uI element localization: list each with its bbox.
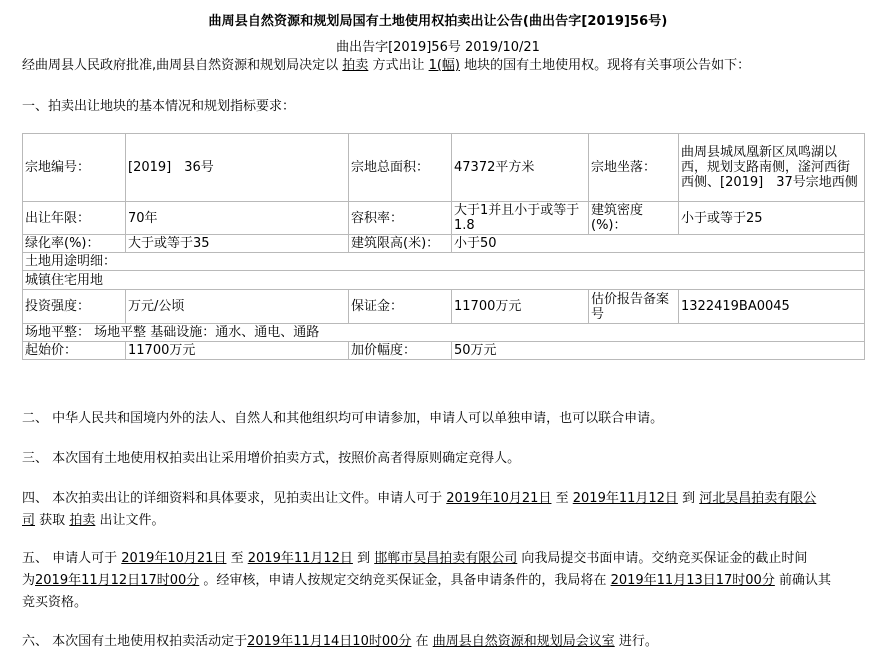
qualification-confirm-time: 2019年11月13日17时00分 <box>610 573 775 588</box>
parcel-number-label: 宗地编号： <box>23 134 126 202</box>
intro-count: 1(幅) <box>428 58 461 73</box>
height-limit-label: 建筑限高(米)： <box>349 235 452 253</box>
apply-start-date: 2019年10月21日 <box>121 551 227 566</box>
auction-place: 曲周县自然资源和规划局会议室 <box>432 634 615 649</box>
page-title: 曲周县自然资源和规划局国有土地使用权拍卖出让公告(曲出告字[2019]56号) <box>208 14 668 29</box>
location-value: 曲周县城凤凰新区凤鸣湖以西，规划支路南侧，滏河西街西侧、[2019] 37号宗地西侧 <box>679 134 865 202</box>
building-density-value: 小于或等于25 <box>679 202 865 235</box>
total-area-label: 宗地总面积： <box>349 134 452 202</box>
parcel-number-value: [2019] 36号 <box>126 134 349 202</box>
height-limit-value: 小于50 <box>452 235 865 253</box>
intro-prefix: 经曲周县人民政府批准,曲周县自然资源和规划局决定以 <box>22 58 339 73</box>
apply-end-date: 2019年11月12日 <box>247 551 353 566</box>
plot-ratio-value: 大于1并且小于或等于1.8 <box>452 202 589 235</box>
application-company: 邯郸市昊昌拍卖有限公司 <box>374 551 518 566</box>
land-parcel-table <box>22 133 865 360</box>
appraisal-record-label: 估价报告备案号 <box>589 290 679 324</box>
table-row <box>23 271 865 290</box>
table-row <box>23 134 865 202</box>
plot-ratio-label: 容积率： <box>349 202 452 235</box>
starting-price-value: 11700万元 <box>126 342 349 360</box>
obtain-start-date: 2019年10月21日 <box>446 491 552 506</box>
table-row <box>23 202 865 235</box>
table-row <box>23 235 865 253</box>
term-value: 70年 <box>126 202 349 235</box>
site-leveling-infrastructure: 场地平整： 场地平整 基础设施：通水、通电、通路 <box>23 324 865 342</box>
obtain-end-date: 2019年11月12日 <box>572 491 678 506</box>
auction-company: 河北昊昌拍卖有限公 <box>699 491 817 506</box>
land-use-detail-label: 土地用途明细： <box>23 253 865 271</box>
intro-suffix: 地块的国有土地使用权。现将有关事项公告如下： <box>464 58 751 73</box>
section2-paragraph: 二、 中华人民共和国境内外的法人、自然人和其他组织均可申请参加，申请人可以单独申请，也可以联合申请。 <box>22 411 664 426</box>
building-density-label: 建筑密度(%)： <box>589 202 679 235</box>
intro-paragraph <box>22 55 857 77</box>
deposit-label: 保证金： <box>349 290 452 324</box>
section5-paragraph: 五、 申请人可于 2019年10月21日 至 2019年11月12日 到 邯郸市昊昌拍卖有限公司 向我局提交书面申请。交纳竞买保证金的截止时间 为2019年11月12日17时00分 。经审核，申请人按规定交纳竞买保证金，具备申请条件的，我局将在 2019年11月13日17时00分 前确认其 竞买资格。 <box>22 551 831 610</box>
bid-increment-value: 50万元 <box>452 342 865 360</box>
intro-method: 拍卖 <box>342 58 369 73</box>
investment-intensity-value: 万元/公顷 <box>126 290 349 324</box>
intro-mid: 方式出让 <box>372 58 425 73</box>
appraisal-record-value: 1322419BA0045 <box>679 290 865 324</box>
announcement-number-date: 曲出告字[2019]56号 2019/10/21 <box>336 40 540 55</box>
table-row <box>23 342 865 360</box>
greening-rate-label: 绿化率(%)： <box>23 235 126 253</box>
deposit-deadline: 2019年11月12日17时00分 <box>35 573 200 588</box>
table-row <box>23 290 865 324</box>
section4-paragraph: 四、 本次拍卖出让的详细资料和具体要求，见拍卖出让文件。申请人可于 2019年10月21日 至 2019年11月12日 到 河北昊昌拍卖有限公 司 获取 拍卖 出让文件。 <box>22 491 817 528</box>
table-row <box>23 253 865 271</box>
section1-heading: 一、拍卖出让地块的基本情况和规划指标要求： <box>22 99 296 114</box>
total-area-value: 47372平方米 <box>452 134 589 202</box>
starting-price-label: 起始价： <box>23 342 126 360</box>
table-row <box>23 324 865 342</box>
bid-increment-label: 加价幅度： <box>349 342 452 360</box>
location-label: 宗地坐落： <box>589 134 679 202</box>
term-label: 出让年限： <box>23 202 126 235</box>
auction-time: 2019年11月14日10时00分 <box>247 634 412 649</box>
section6-paragraph: 六、 本次国有土地使用权拍卖活动定于2019年11月14日10时00分 在 曲周县自然资源和规划局会议室 进行。 <box>22 634 658 649</box>
section3-paragraph: 三、 本次国有土地使用权拍卖出让采用增价拍卖方式，按照价高者得原则确定竞得人。 <box>22 451 521 466</box>
deposit-value: 11700万元 <box>452 290 589 324</box>
land-use-value: 城镇住宅用地 <box>23 271 865 290</box>
investment-intensity-label: 投资强度： <box>23 290 126 324</box>
greening-rate-value: 大于或等于35 <box>126 235 349 253</box>
